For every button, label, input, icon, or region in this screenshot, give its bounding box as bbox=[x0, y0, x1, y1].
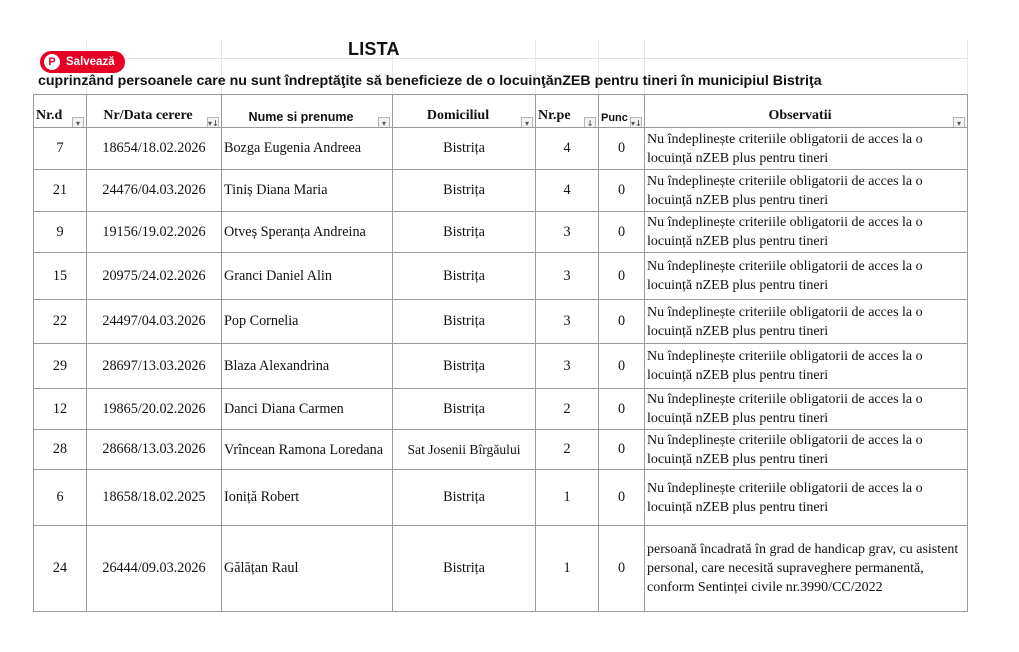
cell-data-cerere[interactable]: 18654/18.02.2026 bbox=[87, 128, 222, 170]
cell-observatii[interactable]: Nu îndeplinește criteriile obligatorii de acces la o locuință nZEB plus pentru tineri bbox=[645, 470, 968, 526]
cell-punctaj[interactable]: 0 bbox=[599, 212, 645, 253]
crop-edge bbox=[0, 618, 1019, 652]
cell-domiciliu[interactable]: Bistrița bbox=[393, 170, 536, 212]
cell-nr-persoane[interactable]: 2 bbox=[536, 430, 599, 470]
column-header-observatii[interactable]: Observatii ▾ bbox=[645, 95, 968, 128]
table-row[interactable] bbox=[34, 212, 968, 253]
cell-data-cerere[interactable]: 18658/18.02.2025 bbox=[87, 470, 222, 526]
cell-nume[interactable]: Tiniș Diana Maria bbox=[222, 170, 393, 212]
cell-nr-persoane[interactable]: 1 bbox=[536, 526, 599, 612]
table-row[interactable] bbox=[34, 300, 968, 344]
table-row[interactable] bbox=[34, 430, 968, 470]
cell-data-cerere[interactable]: 20975/24.02.2026 bbox=[87, 253, 222, 300]
page-title: LISTA bbox=[348, 39, 400, 59]
cell-domiciliu[interactable]: Bistrița bbox=[393, 212, 536, 253]
cell-observatii[interactable]: Nu îndeplinește criteriile obligatorii de acces la o locuință nZEB plus pentru tineri bbox=[645, 128, 968, 170]
filter-dropdown-icon[interactable]: ▾ bbox=[378, 117, 390, 128]
cell-observatii[interactable]: Nu îndeplinește criteriile obligatorii de acces la o locuință nZEB plus pentru tineri bbox=[645, 389, 968, 430]
cell-domiciliu[interactable]: Bistrița bbox=[393, 128, 536, 170]
table-row[interactable] bbox=[34, 344, 968, 389]
cell-punctaj[interactable]: 0 bbox=[599, 470, 645, 526]
cell-nr-persoane[interactable]: 3 bbox=[536, 344, 599, 389]
cell-nume[interactable]: Gălățan Raul bbox=[222, 526, 393, 612]
cell-nume[interactable]: Ioniță Robert bbox=[222, 470, 393, 526]
cell-nr-persoane[interactable]: 4 bbox=[536, 128, 599, 170]
beneficiary-table bbox=[33, 94, 968, 612]
cell-observatii[interactable]: Nu îndeplinește criteriile obligatorii de acces la o locuință nZEB plus pentru tineri bbox=[645, 344, 968, 389]
cell-observatii[interactable]: Nu îndeplinește criteriile obligatorii de acces la o locuință nZEB plus pentru tineri bbox=[645, 253, 968, 300]
cell-domiciliu[interactable]: Bistrița bbox=[393, 389, 536, 430]
cell-data-cerere[interactable]: 19865/20.02.2026 bbox=[87, 389, 222, 430]
cell-punctaj[interactable]: 0 bbox=[599, 300, 645, 344]
cell-punctaj[interactable]: 0 bbox=[599, 430, 645, 470]
cell-domiciliu[interactable]: Bistrița bbox=[393, 470, 536, 526]
cell-nr[interactable]: 28 bbox=[34, 430, 87, 470]
table-row[interactable] bbox=[34, 389, 968, 430]
table-row[interactable] bbox=[34, 470, 968, 526]
sort-descending-icon[interactable]: ↓ bbox=[584, 117, 596, 128]
grid-line bbox=[38, 58, 968, 59]
cell-nr[interactable]: 12 bbox=[34, 389, 87, 430]
cell-nume[interactable]: Granci Daniel Alin bbox=[222, 253, 393, 300]
cell-observatii[interactable]: persoană încadrată în grad de handicap grav, cu asistent personal, care necesită supraveghere permanentă, conform Sentinței civile nr.3990/CC/2022 bbox=[645, 526, 968, 612]
filter-dropdown-icon[interactable]: ▾ bbox=[521, 117, 533, 128]
table-row[interactable] bbox=[34, 128, 968, 170]
cell-nr[interactable]: 15 bbox=[34, 253, 87, 300]
sort-filter-icon[interactable]: ▾↓ bbox=[631, 119, 642, 128]
cell-domiciliu[interactable]: Sat Josenii Bîrgăului bbox=[393, 430, 536, 470]
cell-nr-persoane[interactable]: 3 bbox=[536, 300, 599, 344]
column-header-punctaj[interactable]: Punc ▾↓ bbox=[599, 95, 645, 128]
page-subtitle: cuprinzând persoanele care nu sunt îndreptăţite să beneficieze de o locuinţănZEB pentru tineri în municipiul Bistriţa bbox=[38, 73, 822, 89]
cell-domiciliu[interactable]: Bistrița bbox=[393, 344, 536, 389]
cell-observatii[interactable]: Nu îndeplinește criteriile obligatorii de acces la o locuință nZEB plus pentru tineri bbox=[645, 170, 968, 212]
cell-nr[interactable]: 22 bbox=[34, 300, 87, 344]
cell-punctaj[interactable]: 0 bbox=[599, 128, 645, 170]
cell-nr[interactable]: 6 bbox=[34, 470, 87, 526]
cell-punctaj[interactable]: 0 bbox=[599, 344, 645, 389]
cell-domiciliu[interactable]: Bistrița bbox=[393, 253, 536, 300]
cell-data-cerere[interactable]: 24497/04.03.2026 bbox=[87, 300, 222, 344]
cell-nume[interactable]: Blaza Alexandrina bbox=[222, 344, 393, 389]
cell-nr-persoane[interactable]: 4 bbox=[536, 170, 599, 212]
cell-punctaj[interactable]: 0 bbox=[599, 389, 645, 430]
column-header-domiciliu[interactable]: Domiciliul ▾ bbox=[393, 95, 536, 128]
cell-nr[interactable]: 7 bbox=[34, 128, 87, 170]
cell-data-cerere[interactable]: 24476/04.03.2026 bbox=[87, 170, 222, 212]
cell-observatii[interactable]: Nu îndeplinește criteriile obligatorii de acces la o locuință nZEB plus pentru tineri bbox=[645, 430, 968, 470]
cell-domiciliu[interactable]: Bistrița bbox=[393, 526, 536, 612]
cell-punctaj[interactable]: 0 bbox=[599, 253, 645, 300]
save-pin-button[interactable] bbox=[40, 51, 125, 73]
cell-nume[interactable]: Bozga Eugenia Andreea bbox=[222, 128, 393, 170]
cell-domiciliu[interactable]: Bistrița bbox=[393, 300, 536, 344]
cell-observatii[interactable]: Nu îndeplinește criteriile obligatorii de acces la o locuință nZEB plus pentru tineri bbox=[645, 212, 968, 253]
column-header-nr[interactable]: Nr.d ▾ bbox=[34, 95, 87, 128]
cell-nr[interactable]: 24 bbox=[34, 526, 87, 612]
filter-dropdown-icon[interactable]: ▾ bbox=[953, 117, 965, 128]
cell-nr[interactable]: 21 bbox=[34, 170, 87, 212]
cell-punctaj[interactable]: 0 bbox=[599, 526, 645, 612]
cell-nume[interactable]: Pop Cornelia bbox=[222, 300, 393, 344]
table-row[interactable] bbox=[34, 170, 968, 212]
sort-filter-icon[interactable]: ▾↓ bbox=[208, 119, 219, 128]
cell-punctaj[interactable]: 0 bbox=[599, 170, 645, 212]
cell-nr-persoane[interactable]: 1 bbox=[536, 470, 599, 526]
save-button-label: Salvează bbox=[66, 56, 115, 68]
filter-dropdown-icon[interactable]: ▾ bbox=[72, 117, 84, 128]
cell-nume[interactable]: Vrîncean Ramona Loredana bbox=[222, 430, 393, 470]
cell-nr-persoane[interactable]: 3 bbox=[536, 253, 599, 300]
cell-nr[interactable]: 9 bbox=[34, 212, 87, 253]
pinterest-icon: P bbox=[44, 54, 60, 70]
column-header-nume[interactable]: Nume si prenume ▾ bbox=[222, 95, 393, 128]
cell-data-cerere[interactable]: 28697/13.03.2026 bbox=[87, 344, 222, 389]
cell-nume[interactable]: Danci Diana Carmen bbox=[222, 389, 393, 430]
column-header-nr-data-cerere[interactable]: Nr/Data cerere ▾↓ bbox=[87, 95, 222, 128]
cell-data-cerere[interactable]: 28668/13.03.2026 bbox=[87, 430, 222, 470]
table-row[interactable] bbox=[34, 253, 968, 300]
cell-data-cerere[interactable]: 26444/09.03.2026 bbox=[87, 526, 222, 612]
cell-observatii[interactable]: Nu îndeplinește criteriile obligatorii de acces la o locuință nZEB plus pentru tineri bbox=[645, 300, 968, 344]
cell-nr-persoane[interactable]: 3 bbox=[536, 212, 599, 253]
grid-line bbox=[967, 40, 968, 95]
cell-nr-persoane[interactable]: 2 bbox=[536, 389, 599, 430]
cell-nr[interactable]: 29 bbox=[34, 344, 87, 389]
column-header-nr-persoane[interactable]: Nr.pe ↓ bbox=[536, 95, 599, 128]
cell-nume[interactable]: Otveș Speranța Andreina bbox=[222, 212, 393, 253]
cell-data-cerere[interactable]: 19156/19.02.2026 bbox=[87, 212, 222, 253]
table-header-row bbox=[34, 95, 968, 128]
table-row[interactable] bbox=[34, 526, 968, 612]
